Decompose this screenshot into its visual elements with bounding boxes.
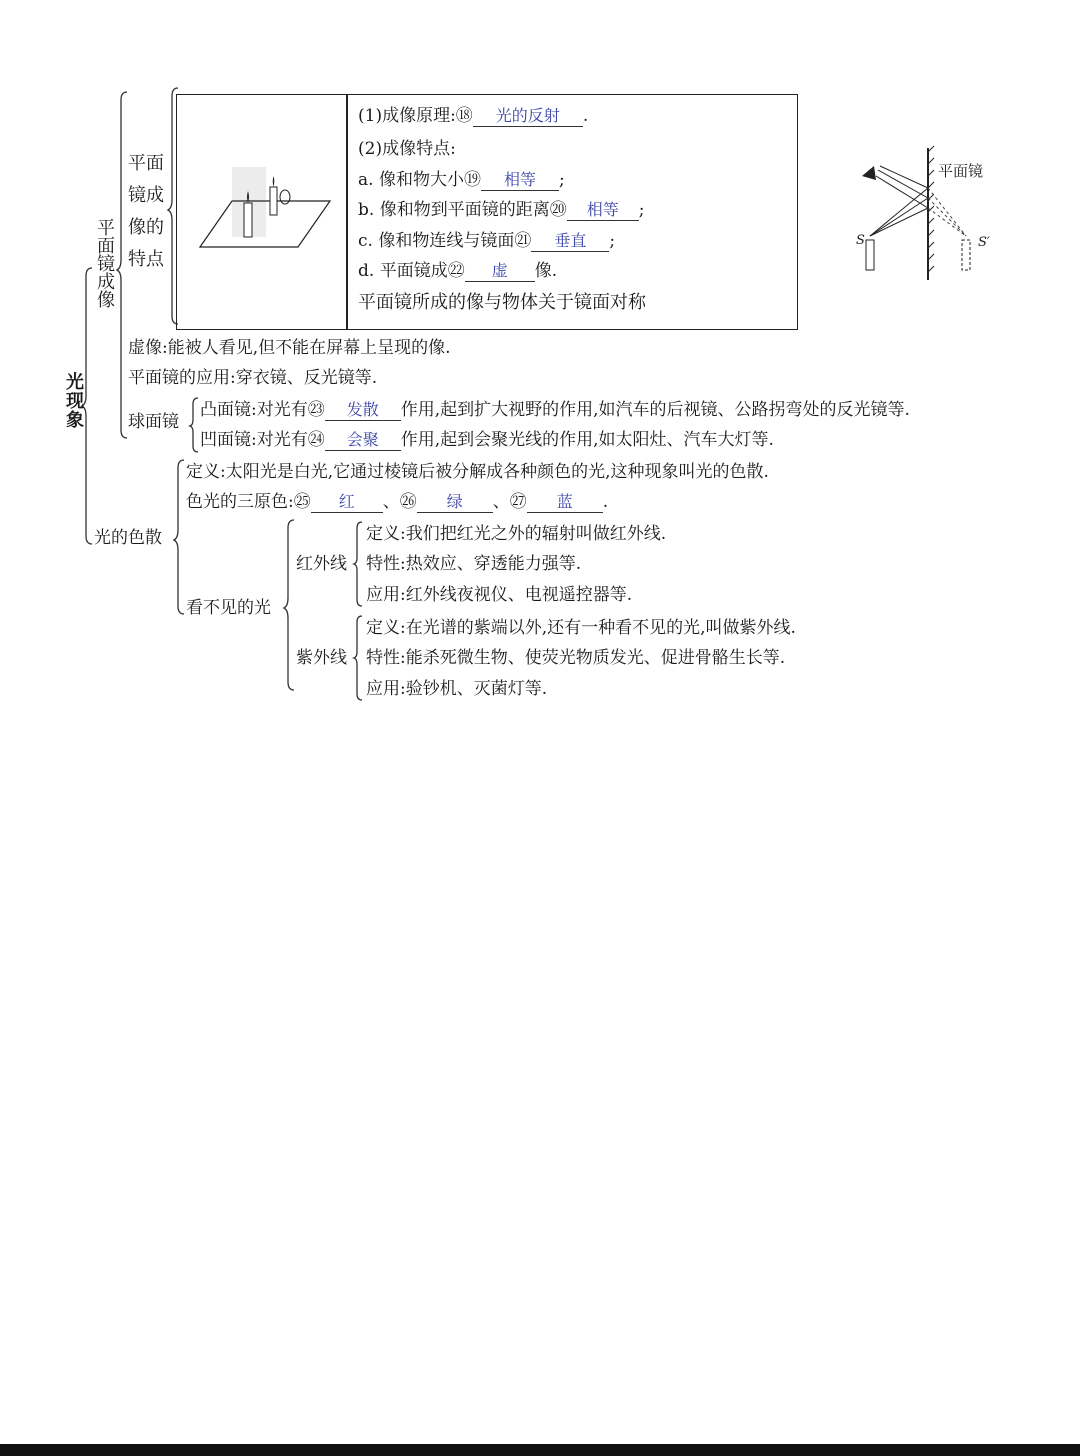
plane-mirror-title: 平面镜成像 [94,218,115,308]
principle-answer: 光的反射 [473,106,583,127]
feature-b-answer: 相等 [567,200,639,221]
box-divider [346,94,348,330]
primary-red-answer: 红 [311,492,383,513]
feature-c-answer: 垂直 [531,231,609,252]
feature-a-answer: 相等 [481,170,559,191]
invisible-light-label: 看不见的光 [186,598,271,618]
bottom-edge [0,1444,1080,1456]
principle-line: (1)成像原理:⑱ 光的反射 . [358,106,589,126]
dispersion-label: 光的色散 [94,528,162,548]
infrared-property: 特性:热效应、穿透能力强等. [366,554,582,574]
primary-green-answer: 绿 [417,492,493,513]
features-label: 平面镜成像的特点 [128,153,164,270]
mirror-ray-diagram [848,140,1018,290]
sphere-mirror-label: 球面镜 [128,412,179,432]
features-title: (2)成像特点: [358,139,456,159]
diagram-label-s: S [856,233,865,248]
ultraviolet-application: 应用:验钞机、灭菌灯等. [366,679,548,699]
diagram-label-mirror: 平面镜 [938,162,984,180]
infrared-application: 应用:红外线夜视仪、电视遥控器等. [366,585,633,605]
virtual-image-line: 虚像:能被人看见,但不能在屏幕上呈现的像. [128,338,451,358]
ultraviolet-brace [354,616,364,702]
primary-colors-line: 色光的三原色:㉕ 红 、㉖ 绿 、㉗ 蓝 . [186,492,609,512]
ultraviolet-property: 特性:能杀死微生物、使荧光物质发光、促进骨骼生长等. [366,648,786,668]
invisible-light-brace [284,520,296,695]
root-title: 光现象 [63,372,84,429]
concave-line: 凹面镜:对光有㉔ 会聚 作用,起到会聚光线的作用,如太阳灶、汽车大灯等. [200,430,774,450]
convex-line: 凸面镜:对光有㉓ 发散 作用,起到扩大视野的作用,如汽车的后视镜、公路拐弯处的反光镜等. [200,400,910,420]
application-line: 平面镜的应用:穿衣镜、反光镜等. [128,368,378,388]
feature-d-line: d. 平面镜成㉒ 虚 像. [358,261,558,281]
candle-mirror-illustration [196,165,336,255]
primary-blue-answer: 蓝 [527,492,603,513]
ultraviolet-definition: 定义:在光谱的紫端以外,还有一种看不见的光,叫做紫外线. [366,618,796,638]
sphere-mirror-brace [190,398,200,454]
infrared-label: 红外线 [296,554,347,574]
feature-b-line: b. 像和物到平面镜的距离⑳ 相等 ; [358,200,645,220]
convex-answer: 发散 [325,400,401,421]
ultraviolet-label: 紫外线 [296,648,347,668]
dispersion-brace [174,460,186,620]
symmetry-line: 平面镜所成的像与物体关于镜面对称 [358,292,646,313]
infrared-brace [354,522,364,608]
concave-answer: 会聚 [325,430,401,451]
feature-c-line: c. 像和物连线与镜面㉑ 垂直 ; [358,231,616,251]
infrared-definition: 定义:我们把红光之外的辐射叫做红外线. [366,524,667,544]
diagram-label-s-prime: S′ [978,235,990,250]
feature-d-answer: 虚 [465,261,535,282]
dispersion-definition: 定义:太阳光是白光,它通过棱镜后被分解成各种颜色的光,这种现象叫光的色散. [186,462,769,482]
feature-a-line: a. 像和物大小⑲ 相等 ; [358,170,565,190]
